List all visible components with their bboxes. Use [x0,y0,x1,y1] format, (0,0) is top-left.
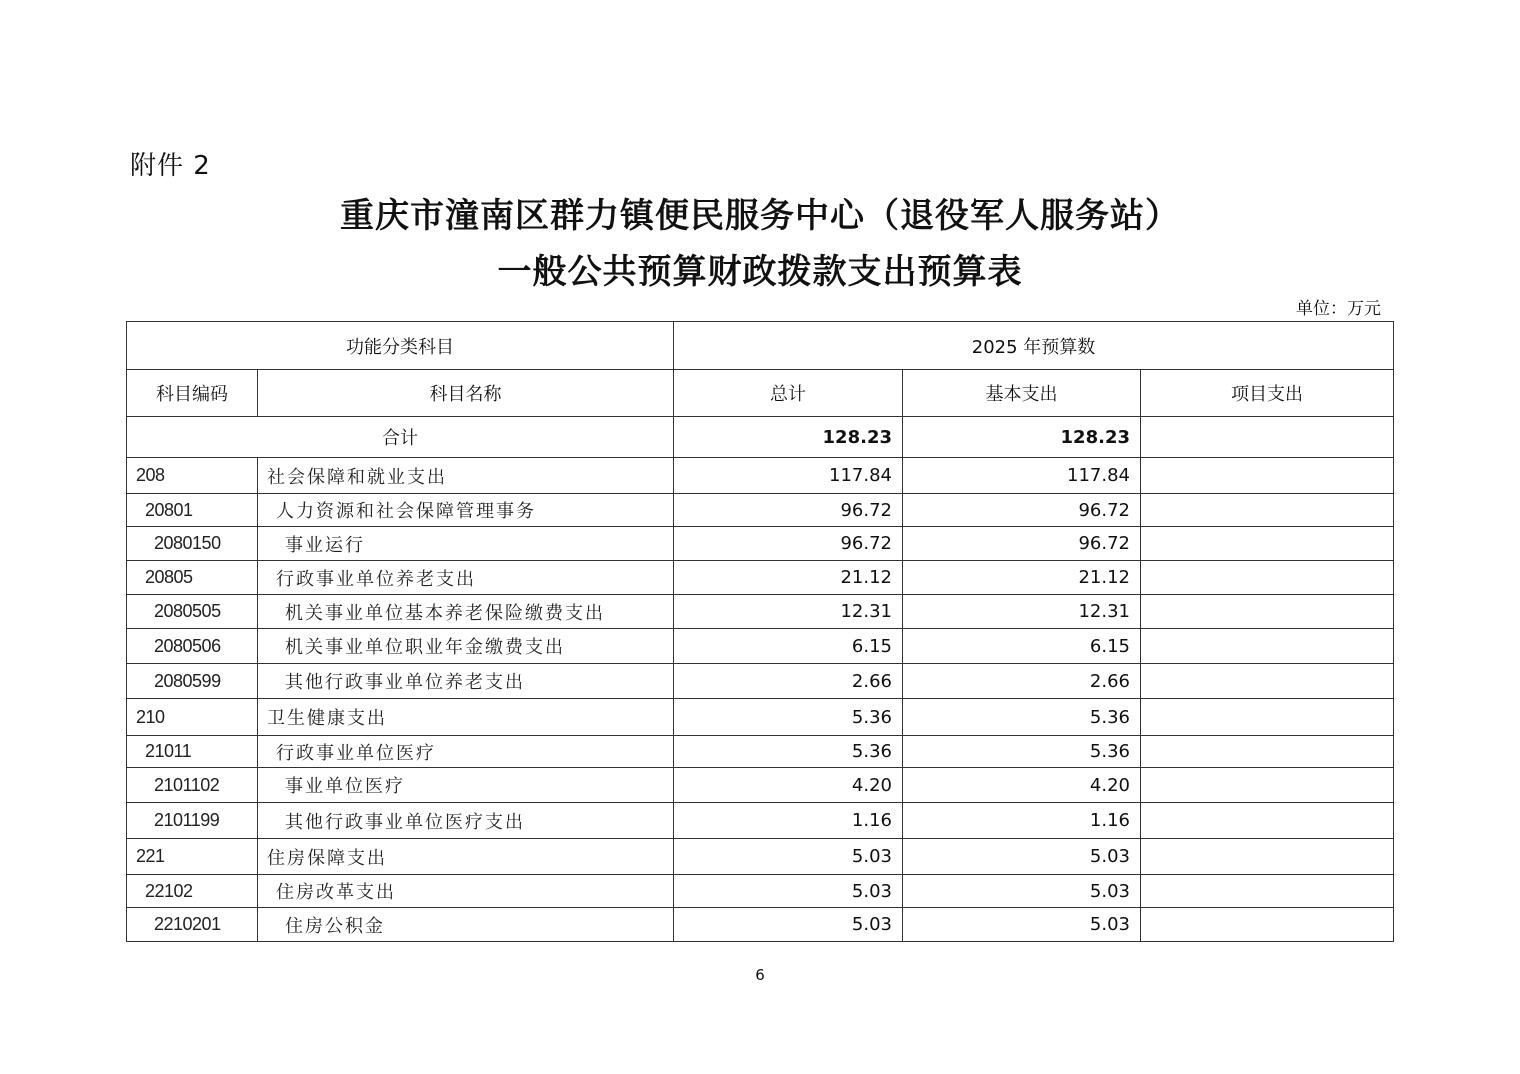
row-basic-expenditure: 5.36 [903,699,1141,736]
row-project-expenditure [1141,527,1394,561]
row-subject-code: 2080599 [127,664,258,699]
row-project-expenditure [1141,908,1394,942]
total-label: 合计 [127,417,674,458]
document-title-line-2: 一般公共预算财政拨款支出预算表 [497,252,1023,292]
row-basic-expenditure: 6.15 [903,629,1141,664]
total-row-project [1141,417,1394,458]
row-subject-name: 机关事业单位职业年金缴费支出 [258,629,674,664]
row-basic-expenditure: 96.72 [903,527,1141,561]
table-row [127,595,1394,629]
row-project-expenditure [1141,595,1394,629]
table-row [127,736,1394,768]
row-subject-code: 20805 [127,561,258,595]
row-basic-expenditure: 1.16 [903,803,1141,839]
budget-table [126,321,1394,942]
row-project-expenditure [1141,736,1394,768]
header-total: 总计 [674,370,903,417]
row-subject-name: 行政事业单位医疗 [258,736,674,768]
row-project-expenditure [1141,561,1394,595]
row-basic-expenditure: 5.36 [903,736,1141,768]
table-row [127,664,1394,699]
row-subject-code: 221 [127,839,258,875]
header-project-expenditure: 项目支出 [1141,370,1394,417]
total-row-total: 128.23 [674,417,903,458]
attachment-label: 附件 2 [130,151,211,181]
row-subject-code: 2210201 [127,908,258,942]
row-subject-name: 住房公积金 [258,908,674,942]
table-row [127,875,1394,908]
row-project-expenditure [1141,699,1394,736]
header-basic-expenditure: 基本支出 [903,370,1141,417]
row-total: 21.12 [674,561,903,595]
row-subject-name: 其他行政事业单位养老支出 [258,664,674,699]
row-basic-expenditure: 5.03 [903,875,1141,908]
table-row [127,699,1394,736]
table-row [127,839,1394,875]
row-subject-code: 21011 [127,736,258,768]
row-total: 4.20 [674,768,903,803]
row-total: 12.31 [674,595,903,629]
row-project-expenditure [1141,458,1394,494]
row-subject-name: 住房保障支出 [258,839,674,875]
table-row [127,527,1394,561]
document-title-line-1: 重庆市潼南区群力镇便民服务中心（退役军人服务站） [340,196,1180,236]
row-basic-expenditure: 5.03 [903,908,1141,942]
table-row [127,768,1394,803]
row-subject-code: 2101102 [127,768,258,803]
table-row [127,561,1394,595]
row-subject-name: 卫生健康支出 [258,699,674,736]
row-project-expenditure [1141,839,1394,875]
row-total: 96.72 [674,527,903,561]
row-basic-expenditure: 4.20 [903,768,1141,803]
row-project-expenditure [1141,768,1394,803]
row-basic-expenditure: 12.31 [903,595,1141,629]
row-subject-code: 2101199 [127,803,258,839]
table-row [127,629,1394,664]
table-row [127,458,1394,494]
row-subject-code: 22102 [127,875,258,908]
table-row [127,803,1394,839]
row-project-expenditure [1141,664,1394,699]
row-subject-code: 2080506 [127,629,258,664]
table-row [127,908,1394,942]
row-project-expenditure [1141,629,1394,664]
total-row [127,417,1394,458]
row-subject-code: 2080150 [127,527,258,561]
header-column-row [127,370,1394,417]
row-total: 2.66 [674,664,903,699]
row-subject-code: 2080505 [127,595,258,629]
row-total: 5.03 [674,875,903,908]
row-basic-expenditure: 21.12 [903,561,1141,595]
row-basic-expenditure: 5.03 [903,839,1141,875]
header-budget-year: 2025 年预算数 [674,322,1394,370]
row-subject-name: 行政事业单位养老支出 [258,561,674,595]
row-subject-name: 其他行政事业单位医疗支出 [258,803,674,839]
row-basic-expenditure: 2.66 [903,664,1141,699]
row-subject-code: 210 [127,699,258,736]
unit-label: 单位：万元 [1296,299,1381,319]
row-total: 5.03 [674,908,903,942]
row-project-expenditure [1141,494,1394,527]
header-subject-name: 科目名称 [258,370,674,417]
row-total: 5.03 [674,839,903,875]
row-subject-name: 机关事业单位基本养老保险缴费支出 [258,595,674,629]
header-subject-code: 科目编码 [127,370,258,417]
row-total: 96.72 [674,494,903,527]
row-project-expenditure [1141,875,1394,908]
header-functional-classification: 功能分类科目 [127,322,674,370]
row-subject-code: 208 [127,458,258,494]
row-subject-name: 社会保障和就业支出 [258,458,674,494]
row-total: 6.15 [674,629,903,664]
row-subject-code: 20801 [127,494,258,527]
row-subject-name: 住房改革支出 [258,875,674,908]
table-row [127,494,1394,527]
row-basic-expenditure: 96.72 [903,494,1141,527]
row-subject-name: 事业单位医疗 [258,768,674,803]
page-number: 6 [755,966,765,984]
row-total: 1.16 [674,803,903,839]
header-group-row [127,322,1394,370]
row-basic-expenditure: 117.84 [903,458,1141,494]
row-subject-name: 事业运行 [258,527,674,561]
row-total: 5.36 [674,736,903,768]
row-subject-name: 人力资源和社会保障管理事务 [258,494,674,527]
row-total: 117.84 [674,458,903,494]
row-total: 5.36 [674,699,903,736]
total-row-basic: 128.23 [903,417,1141,458]
row-project-expenditure [1141,803,1394,839]
